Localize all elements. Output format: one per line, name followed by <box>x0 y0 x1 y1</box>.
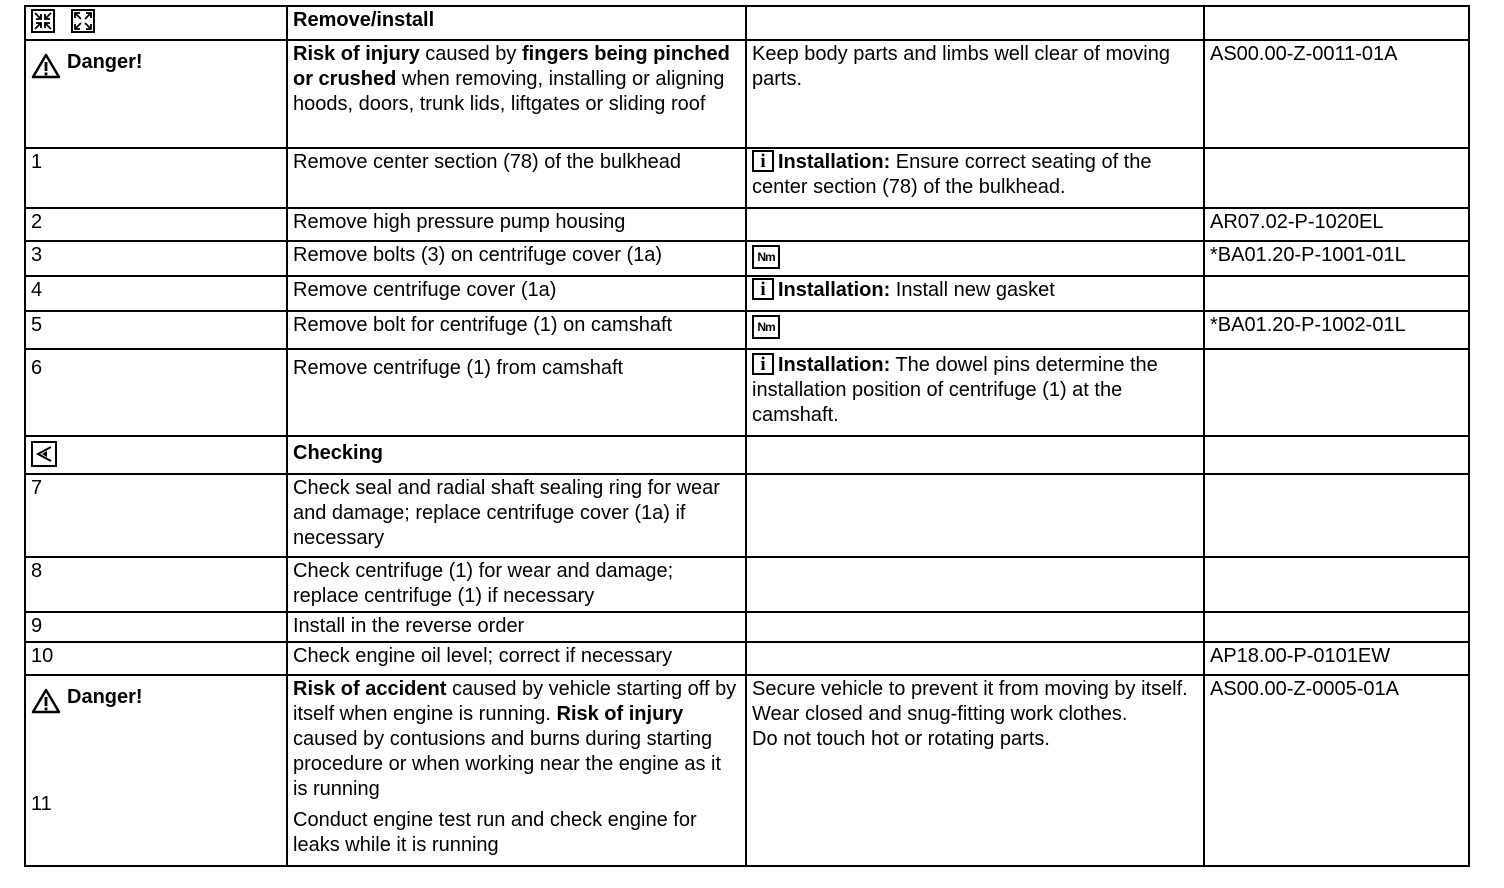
reference-link <box>1204 276 1469 311</box>
info-icon: i <box>752 278 774 300</box>
step-number: 8 <box>25 557 287 612</box>
step-text: Check engine oil level; correct if necessary <box>287 642 746 675</box>
reference-link <box>1204 612 1469 642</box>
note-cell <box>746 276 1204 311</box>
danger-label: Danger! <box>67 686 143 708</box>
step-text: Remove center section (78) of the bulkhead <box>287 148 746 208</box>
step-number: 9 <box>25 612 287 642</box>
table-row <box>25 148 1469 208</box>
reference-link[interactable]: AS00.00-Z-0011-01A <box>1204 40 1469 148</box>
section-icons-cell <box>25 6 287 40</box>
measure-line: Wear closed and snug-fitting work clothes. <box>752 703 1128 725</box>
step-text: Remove centrifuge cover (1a) <box>287 276 746 311</box>
risk-text: caused by vehicle starting off by itself when engine is running. <box>293 678 737 725</box>
note-label: Installation: <box>778 354 891 376</box>
table-row <box>25 349 1469 436</box>
empty-cell <box>746 557 1204 612</box>
empty-cell <box>746 642 1204 675</box>
step-number: 3 <box>25 241 287 276</box>
risk-text: caused by contusions and burns during starting procedure or when working near the engine as it is running <box>293 728 722 800</box>
reference-link[interactable]: AR07.02-P-1020EL <box>1204 208 1469 241</box>
table-row <box>25 276 1469 311</box>
step-text: Remove centrifuge (1) from camshaft <box>287 349 746 436</box>
section-title <box>287 6 746 40</box>
step-text: Check centrifuge (1) for wear and damage; replace centrifuge (1) if necessary <box>287 557 746 612</box>
checking-icon-cell <box>25 436 287 474</box>
danger-label: Danger! <box>67 51 143 73</box>
step-text: Remove high pressure pump housing <box>287 208 746 241</box>
step-text: Install in the reverse order <box>287 612 746 642</box>
torque-nm-icon[interactable]: Nm <box>752 315 780 339</box>
step-number: 6 <box>25 349 287 436</box>
note-text: Install new gasket <box>890 279 1055 301</box>
remove-install-heading: Remove/install <box>293 9 435 31</box>
table-row <box>25 241 1469 276</box>
checking-heading: Checking <box>293 442 384 464</box>
protective-measure <box>746 675 1204 866</box>
risk-text: caused by <box>419 43 522 65</box>
protective-measure: Keep body parts and limbs well clear of moving parts. <box>746 40 1204 148</box>
table-row <box>25 675 1469 866</box>
procedure-table <box>24 5 1470 867</box>
table-row <box>25 40 1469 148</box>
note-text: Ensure correct seating of the center section (78) of the bulkhead. <box>752 151 1152 198</box>
torque-cell <box>746 311 1204 349</box>
step-number: 4 <box>25 276 287 311</box>
info-icon: i <box>752 150 774 172</box>
empty-cell <box>746 612 1204 642</box>
reference-link <box>1204 349 1469 436</box>
table-row <box>25 436 1469 474</box>
note-label: Installation: <box>778 151 891 173</box>
step-number: 11 <box>31 792 52 815</box>
torque-cell <box>746 241 1204 276</box>
torque-nm-icon[interactable]: Nm <box>752 245 780 269</box>
reference-link[interactable]: AS00.00-Z-0005-01A <box>1204 675 1469 866</box>
reference-link[interactable]: *BA01.20-P-1002-01L <box>1204 311 1469 349</box>
note-label: Installation: <box>778 279 891 301</box>
empty-cell <box>1204 436 1469 474</box>
reference-link <box>1204 557 1469 612</box>
empty-cell <box>1204 6 1469 40</box>
risk-text: when removing, installing or aligning hoods, doors, trunk lids, liftgates or sliding roof <box>293 68 725 115</box>
risk-description <box>287 40 746 148</box>
note-text: The dowel pins determine the installation position of centrifuge (1) at the camshaft. <box>752 354 1158 426</box>
note-cell <box>746 148 1204 208</box>
install-icon <box>71 9 95 33</box>
measure-line: Do not touch hot or rotating parts. <box>752 728 1050 750</box>
note-cell <box>746 349 1204 436</box>
risk-block <box>293 677 740 802</box>
info-icon: i <box>752 353 774 375</box>
empty-cell <box>746 6 1204 40</box>
step-text: Remove bolt for centrifuge (1) on camshaft <box>287 311 746 349</box>
table-row <box>25 208 1469 241</box>
checking-title <box>287 436 746 474</box>
measure-line: Secure vehicle to prevent it from moving by itself. <box>752 678 1188 700</box>
table-row <box>25 557 1469 612</box>
empty-cell <box>746 436 1204 474</box>
risk-bold: Risk of accident <box>293 678 447 700</box>
table-row <box>25 6 1469 40</box>
step-text: Remove bolts (3) on centrifuge cover (1a) <box>287 241 746 276</box>
table-row <box>25 612 1469 642</box>
reference-link <box>1204 474 1469 557</box>
step-text: Check seal and radial shaft sealing ring for wear and damage; replace centrifuge cover (1a) if necessary <box>287 474 746 557</box>
risk-bold: Risk of injury <box>556 703 684 725</box>
table-row <box>25 642 1469 675</box>
table-row <box>25 311 1469 349</box>
reference-link[interactable]: AP18.00-P-0101EW <box>1204 642 1469 675</box>
warning-triangle-icon <box>31 53 61 79</box>
step-text: Conduct engine test run and check engine for leaks while it is running <box>293 809 697 856</box>
remove-icon <box>31 9 55 33</box>
step-number: 2 <box>25 208 287 241</box>
empty-cell <box>746 208 1204 241</box>
table-row <box>25 474 1469 557</box>
risk-bold: fingers being pinched or crushed <box>293 43 730 90</box>
risk-bold: Risk of injury <box>293 43 420 65</box>
reference-link <box>1204 148 1469 208</box>
danger-cell <box>25 40 287 148</box>
step-number: 5 <box>25 311 287 349</box>
reference-link[interactable]: *BA01.20-P-1001-01L <box>1204 241 1469 276</box>
danger-cell <box>25 675 287 866</box>
warning-triangle-icon <box>31 688 61 714</box>
step-number: 7 <box>25 474 287 557</box>
checking-icon <box>31 441 57 467</box>
step-number: 10 <box>25 642 287 675</box>
step-number: 1 <box>25 148 287 208</box>
risk-description <box>287 675 746 866</box>
empty-cell <box>746 474 1204 557</box>
